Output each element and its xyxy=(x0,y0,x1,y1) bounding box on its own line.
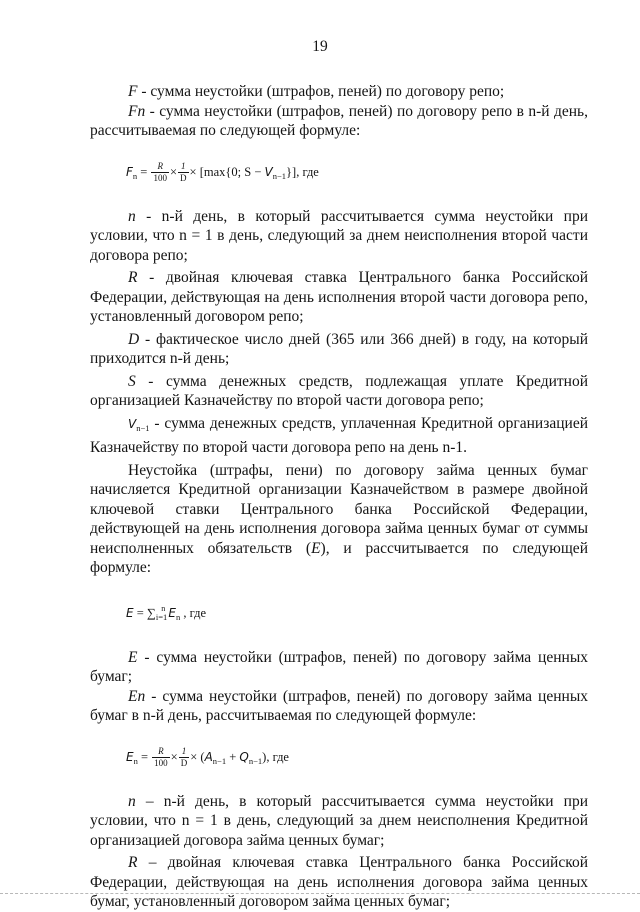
paragraph-loan-penalty xyxy=(90,461,588,578)
text-n-definition: - n-й день, в который рассчитывается сумма неустойки при условии, что n = 1 в день, следующий за днем неисполнения второй части договора репо; xyxy=(90,207,588,264)
formula3-open: ( xyxy=(200,749,205,764)
formula3-eq: = xyxy=(140,749,149,764)
var-n: n xyxy=(128,207,136,225)
formula3-q-sub: n−1 xyxy=(248,755,263,766)
paragraph-r2-definition xyxy=(90,853,588,912)
var-f: F xyxy=(128,83,138,100)
var-en: En xyxy=(128,687,146,705)
var-d: D xyxy=(128,330,140,348)
formula3-frac1-num: R xyxy=(152,747,170,758)
text-d-definition: - фактическое число дней (365 или 366 дней) в году, на который приходится n-й день; xyxy=(90,330,588,367)
formula-en xyxy=(126,740,588,778)
formula1-lhs-sub: n xyxy=(132,170,138,181)
paragraph-v-definition xyxy=(90,414,588,458)
formula3-lhs: E xyxy=(126,749,134,764)
text-loan-penalty-end: ), и рассчитывается по следующей формуле: xyxy=(90,539,588,576)
var-s: S xyxy=(128,372,136,390)
paragraph-en-definition xyxy=(90,687,588,726)
formula2-term: E xyxy=(168,605,176,620)
formula1-tail: }], где xyxy=(286,164,319,179)
formula1-eq: = xyxy=(140,164,148,179)
formula1-body: [max{0; S − xyxy=(199,164,265,179)
paragraph-n2-definition xyxy=(90,792,588,851)
formula2-sigma-sub: i=1 xyxy=(155,611,168,622)
text-s-definition: - сумма денежных средств, подлежащая уплате Кредитной организацией Казначейству по второй части договора репо; xyxy=(90,372,588,409)
page-bottom-divider xyxy=(0,893,640,895)
formula2-term-sub: n xyxy=(175,611,181,622)
formula-e xyxy=(126,592,588,634)
paragraph-d-definition xyxy=(90,330,588,369)
var-r: R xyxy=(128,269,138,286)
formula2-lhs: E xyxy=(126,605,134,620)
formula2-sigma-sup: n xyxy=(161,603,166,613)
formula3-plus: + xyxy=(226,749,240,764)
text-loan-penalty: Неустойка (штрафы, пени) по договору займа ценных бумаг начисляется Кредитной организации Казначейством в размере двойной ключевой ставки Центрального банка Российской Федерации, действующей на день исполнения договора займа ценных бумаг от суммы неисполненных обязательств ( xyxy=(90,461,588,557)
formula1-fraction-r xyxy=(151,162,169,183)
formula1-frac1-num: R xyxy=(151,162,169,173)
paragraph-n-definition xyxy=(90,207,588,266)
var-r2: R xyxy=(128,854,138,871)
formula3-a: A xyxy=(204,749,213,764)
var-n2: n xyxy=(128,792,136,810)
text-f-definition: - сумма неустойки (штрафов, пеней) по договору репо; xyxy=(137,83,505,100)
formula3-tail: ), где xyxy=(262,749,289,764)
formula3-times1: × xyxy=(170,749,178,764)
formula3-fraction-d xyxy=(179,747,190,768)
text-n2-definition: – n-й день, в который рассчитывается сумма неустойки при условии, что n = 1 в день, следующий за днем неисполнения Кредитной организацией договора займа ценных бумаг; xyxy=(90,792,588,849)
page-number: 19 xyxy=(312,38,328,55)
formula3-q: Q xyxy=(239,749,249,764)
formula2-eq: = xyxy=(136,605,144,620)
formula1-frac2-num: 1 xyxy=(178,162,189,173)
formula-fn xyxy=(126,155,588,193)
formula1-v: V xyxy=(264,164,273,179)
formula3-frac2-num: 1 xyxy=(179,747,190,758)
formula3-a-sub: n−1 xyxy=(212,755,227,766)
text-r-definition: - двойная ключевая ставка Центрального банка Российской Федерации, действующая на день исполнения второй части договора репо, установленный договором репо; xyxy=(90,269,588,325)
formula1-frac1-den: 100 xyxy=(153,173,167,184)
var-e-inline: E xyxy=(311,539,321,557)
formula1-lhs: F xyxy=(126,164,133,179)
text-r2-definition: – двойная ключевая ставка Центрального банка Российской Федерации, действующая на день исполнения договора займа ценных бумаг, установленный договором займа ценных бумаг; xyxy=(90,854,588,910)
formula3-frac1-den: 100 xyxy=(154,758,168,769)
formula1-frac2-den: D xyxy=(180,173,187,184)
formula1-fraction-d xyxy=(178,162,189,183)
formula1-times1: × xyxy=(169,164,178,179)
paragraph-r-definition xyxy=(90,268,588,327)
formula2-tail: , где xyxy=(180,605,206,620)
paragraph-fn-definition xyxy=(90,102,588,141)
text-fn-definition: - сумма неустойки (штрафов, пеней) по договору репо в n-й день, рассчитываемая по следующей формуле: xyxy=(90,102,588,139)
formula1-times2: × xyxy=(189,164,197,179)
var-v-sub: n−1 xyxy=(136,422,150,433)
text-e-definition: - сумма неустойки (штрафов, пеней) по договору займа ценных бумаг; xyxy=(90,648,588,685)
paragraph-f-definition xyxy=(90,82,588,102)
formula3-lhs-sub: n xyxy=(133,755,138,766)
text-v-definition: - сумма денежных средств, уплаченная Кредитной организацией Казначейству по второй части договора репо на день n-1. xyxy=(90,414,588,456)
formula2-sigma: ∑ xyxy=(146,605,156,620)
paragraph-s-definition xyxy=(90,372,588,411)
formula3-fraction-r xyxy=(152,747,170,768)
var-fn: Fn xyxy=(128,102,146,120)
text-en-definition: - сумма неустойки (штрафов, пеней) по договору займа ценных бумаг в n-й день, рассчитываемая по следующей формуле: xyxy=(90,687,588,724)
var-e: E xyxy=(128,648,138,666)
var-v: V xyxy=(128,416,137,431)
page-body xyxy=(90,82,588,912)
formula3-times2: × xyxy=(190,749,198,764)
formula3-frac2-den: D xyxy=(180,758,188,769)
formula1-v-sub: n−1 xyxy=(272,170,287,181)
paragraph-e-definition xyxy=(90,648,588,687)
